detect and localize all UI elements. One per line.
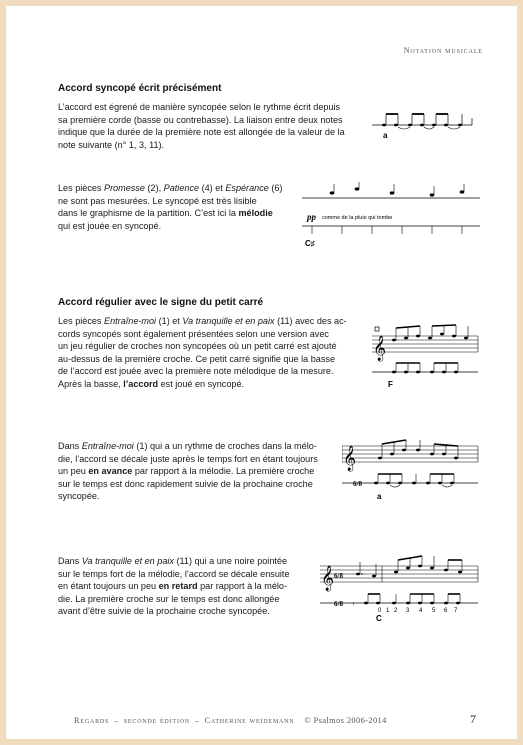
title-entraine-moi: Entraîne-moi <box>81 441 134 451</box>
title-promesse: Promesse <box>104 183 145 193</box>
chord-label: C♯ <box>305 239 315 248</box>
treble-clef-icon: 𝄞 <box>373 336 387 361</box>
time-signature: 6/8 <box>353 480 362 488</box>
music-example-entraine-moi <box>342 436 482 504</box>
running-header: Notation musicale <box>403 46 483 55</box>
footer-edition: seconde édition <box>123 716 190 725</box>
fingering-number: 6 <box>444 608 448 614</box>
footer-title: Regards <box>74 716 110 725</box>
fingering-number: 3 <box>406 608 410 614</box>
dynamic-marking: pp <box>307 212 316 222</box>
footer-copyright: © Psalmos 2006-2014 <box>304 716 387 725</box>
emphasis-melodie: mélodie <box>238 208 273 219</box>
section-title-petit-carre: Accord régulier avec le signe du petit carré <box>58 297 264 308</box>
chord-label: F <box>388 380 393 389</box>
text-line: note suivante (n° 1, 3, 11). <box>58 139 165 150</box>
fingering-number: 1 <box>386 608 390 614</box>
title-esperance: Espérance <box>225 183 269 193</box>
music-example-syncope <box>372 110 482 140</box>
title-entraine-moi: Entraîne-moi <box>104 316 157 326</box>
chord-label: C <box>376 614 382 623</box>
text-line: L’accord est égrené de manière syncopée selon le rythme écrit depuis <box>58 102 341 112</box>
small-square-icon <box>375 327 379 331</box>
paragraph-entraine-moi: Dans Entraîne-moi (1) qui a un rythme de croches dans la mélo- die, l’accord se décale juste après le temps fort en étant toujours un peu en avance par rapport à la mélodie. La première croche sur le temps est donc rapidement suivie de la prochaine croche syncopée. <box>58 441 318 502</box>
paragraph-syncope-intro <box>58 101 368 151</box>
page <box>6 6 517 739</box>
fingering-number: 7 <box>454 608 458 614</box>
emphasis-en-avance: en avance <box>88 466 133 477</box>
footer-author: Catherine weidemann <box>204 716 295 725</box>
fingering-number: 4 <box>419 608 423 614</box>
text-line: sa première corde (basse ou contrebasse). La liaison entre deux notes <box>58 114 343 125</box>
fingering-number: 0 <box>378 608 382 614</box>
rest-icon: 𝄾 <box>352 600 355 610</box>
treble-clef-icon: 𝄞 <box>343 446 357 471</box>
emphasis-accord: l’accord <box>123 378 159 389</box>
title-va-tranquille: Va tranquille et en paix <box>81 556 174 566</box>
title-va-tranquille: Va tranquille et en paix <box>182 316 275 326</box>
chord-label: a <box>377 492 382 501</box>
paragraph-petit-carre: Les pièces Entraîne-moi (1) et Va tranquille et en paix (11) avec des ac- cords syncopés sont également présentées selon une version avec un jeu régulier de croches non syncopées où un petit carré est ajouté au-dessus de la première croche. Ce petit carré signifie que la basse de l’accord est jouée avec la première note mélodique de la mesure. Après la basse, l’accord est joué en syncopé. <box>58 316 347 389</box>
expression-text: comme de la pluie qui tombe <box>322 215 393 221</box>
section-title-syncope: Accord syncopé écrit précisément <box>58 83 222 94</box>
paragraph-va-tranquille: Dans Va tranquille et en paix (11) qui a une noire pointée sur le temps fort de la mélodie, l’accord se décale ensuite en étant toujours un peu en retard par rapport à la mélo- die. La première croche sur le temps est donc allongée avant d’être suivie de la prochaine croche syncopée. <box>58 556 290 617</box>
time-signature: 6/8 <box>334 572 343 580</box>
music-example-petit-carre <box>370 320 482 392</box>
fingering-number: 2 <box>394 608 398 614</box>
fingering-number: 5 <box>432 608 436 614</box>
time-signature: 6/8 <box>334 600 343 608</box>
page-number: 7 <box>470 712 476 726</box>
emphasis-en-retard: en retard <box>158 581 198 592</box>
music-example-va-tranquille <box>320 554 482 624</box>
treble-clef-icon: 𝄞 <box>321 566 335 591</box>
page-footer: Regards – seconde édition – Catherine weidemann © Psalmos 2006-2014 <box>74 716 387 725</box>
title-patience: Patience <box>163 183 200 193</box>
music-example-unmeasured <box>302 182 482 252</box>
text-line: indique que la durée de la première note est allongée de la valeur de la <box>58 127 345 138</box>
chord-label: a <box>383 131 388 140</box>
paragraph-unmeasured: Les pièces Promesse (2), Patience (4) et Espérance (6) ne sont pas mesurées. Le syncopé est très lisible dans le graphisme de la partition. C’est ici la mélodie qui est jouée en syncopé. <box>58 183 283 231</box>
